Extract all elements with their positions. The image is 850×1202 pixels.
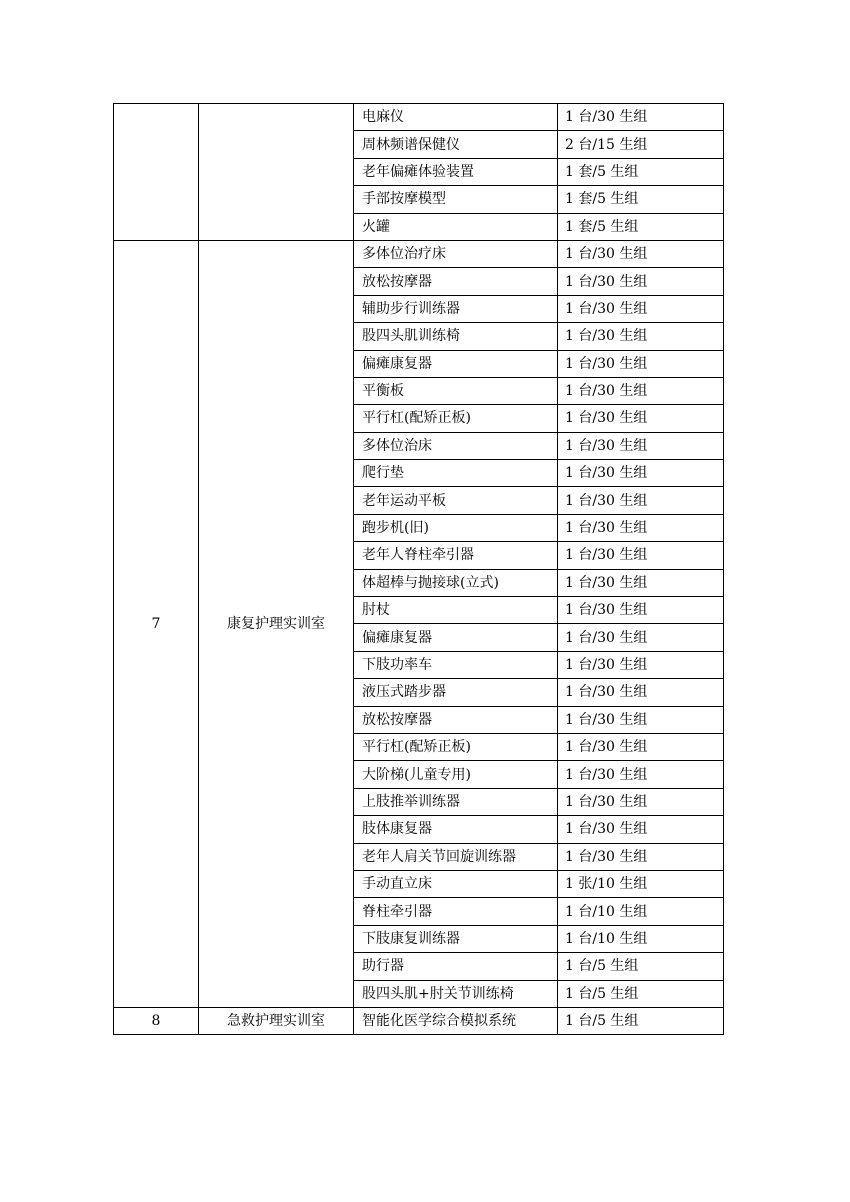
- equipment-name-cell: 下肢功率车: [354, 651, 558, 678]
- equipment-table: [113, 103, 724, 1035]
- equipment-name-cell: 辅助步行训练器: [354, 295, 558, 322]
- equipment-name-cell: 智能化医学综合模拟系统: [354, 1007, 558, 1034]
- equipment-name-cell: 多体位治疗床: [354, 240, 558, 267]
- table-row: [114, 104, 724, 131]
- equipment-name-cell: 放松按摩器: [354, 268, 558, 295]
- equipment-quantity-cell: 1 套/5 生组: [558, 213, 724, 240]
- equipment-name-cell: 跑步机(旧): [354, 514, 558, 541]
- equipment-quantity-cell: 1 台/30 生组: [558, 323, 724, 350]
- equipment-name-cell: 偏瘫康复器: [354, 624, 558, 651]
- equipment-name-cell: 平行杠(配矫正板): [354, 405, 558, 432]
- equipment-quantity-cell: 1 台/30 生组: [558, 405, 724, 432]
- equipment-name-cell: 爬行垫: [354, 460, 558, 487]
- equipment-quantity-cell: 1 台/30 生组: [558, 597, 724, 624]
- equipment-quantity-cell: 1 台/30 生组: [558, 788, 724, 815]
- equipment-name-cell: 周林频谱保健仪: [354, 131, 558, 158]
- equipment-quantity-cell: 1 台/30 生组: [558, 295, 724, 322]
- equipment-quantity-cell: 1 台/30 生组: [558, 569, 724, 596]
- equipment-table-body: [114, 104, 724, 1035]
- equipment-name-cell: 上肢推举训练器: [354, 788, 558, 815]
- equipment-quantity-cell: 1 台/5 生组: [558, 980, 724, 1007]
- equipment-quantity-cell: 2 台/15 生组: [558, 131, 724, 158]
- equipment-name-cell: 肘杖: [354, 597, 558, 624]
- table-row: [114, 1007, 724, 1034]
- equipment-quantity-cell: 1 台/30 生组: [558, 733, 724, 760]
- equipment-quantity-cell: 1 台/30 生组: [558, 843, 724, 870]
- equipment-name-cell: 液压式踏步器: [354, 679, 558, 706]
- equipment-quantity-cell: 1 台/30 生组: [558, 761, 724, 788]
- equipment-name-cell: 老年人脊柱牵引器: [354, 542, 558, 569]
- equipment-name-cell: 老年人肩关节回旋训练器: [354, 843, 558, 870]
- equipment-name-cell: 手部按摩模型: [354, 186, 558, 213]
- equipment-name-cell: 大阶梯(儿童专用): [354, 761, 558, 788]
- room-name-cell: [199, 104, 354, 241]
- room-name-cell: 急救护理实训室: [199, 1007, 354, 1034]
- equipment-quantity-cell: 1 台/30 生组: [558, 104, 724, 131]
- equipment-quantity-cell: 1 台/30 生组: [558, 432, 724, 459]
- equipment-quantity-cell: 1 台/30 生组: [558, 651, 724, 678]
- equipment-quantity-cell: 1 台/30 生组: [558, 240, 724, 267]
- equipment-name-cell: 老年运动平板: [354, 487, 558, 514]
- equipment-quantity-cell: 1 台/30 生组: [558, 268, 724, 295]
- equipment-quantity-cell: 1 台/10 生组: [558, 898, 724, 925]
- room-number-cell: 7: [114, 240, 199, 1007]
- equipment-name-cell: 放松按摩器: [354, 706, 558, 733]
- equipment-quantity-cell: 1 套/5 生组: [558, 158, 724, 185]
- equipment-name-cell: 股四头肌训练椅: [354, 323, 558, 350]
- room-number-cell: 8: [114, 1007, 199, 1034]
- equipment-quantity-cell: 1 台/30 生组: [558, 816, 724, 843]
- equipment-quantity-cell: 1 台/30 生组: [558, 542, 724, 569]
- equipment-name-cell: 股四头肌+肘关节训练椅: [354, 980, 558, 1007]
- equipment-name-cell: 手动直立床: [354, 870, 558, 897]
- equipment-name-cell: 多体位治床: [354, 432, 558, 459]
- equipment-quantity-cell: 1 张/10 生组: [558, 870, 724, 897]
- equipment-name-cell: 下肢康复训练器: [354, 925, 558, 952]
- equipment-quantity-cell: 1 台/5 生组: [558, 953, 724, 980]
- equipment-name-cell: 偏瘫康复器: [354, 350, 558, 377]
- room-name-cell: 康复护理实训室: [199, 240, 354, 1007]
- equipment-name-cell: 平衡板: [354, 377, 558, 404]
- equipment-name-cell: 平行杠(配矫正板): [354, 733, 558, 760]
- equipment-quantity-cell: 1 台/30 生组: [558, 706, 724, 733]
- equipment-quantity-cell: 1 台/30 生组: [558, 679, 724, 706]
- equipment-quantity-cell: 1 套/5 生组: [558, 186, 724, 213]
- equipment-name-cell: 肢体康复器: [354, 816, 558, 843]
- equipment-name-cell: 助行器: [354, 953, 558, 980]
- equipment-quantity-cell: 1 台/10 生组: [558, 925, 724, 952]
- equipment-quantity-cell: 1 台/30 生组: [558, 460, 724, 487]
- table-row: [114, 240, 724, 267]
- equipment-quantity-cell: 1 台/30 生组: [558, 350, 724, 377]
- equipment-name-cell: 电麻仪: [354, 104, 558, 131]
- equipment-quantity-cell: 1 台/30 生组: [558, 514, 724, 541]
- equipment-name-cell: 体超棒与抛接球(立式): [354, 569, 558, 596]
- equipment-quantity-cell: 1 台/5 生组: [558, 1007, 724, 1034]
- equipment-quantity-cell: 1 台/30 生组: [558, 624, 724, 651]
- equipment-quantity-cell: 1 台/30 生组: [558, 487, 724, 514]
- equipment-quantity-cell: 1 台/30 生组: [558, 377, 724, 404]
- equipment-name-cell: 脊柱牵引器: [354, 898, 558, 925]
- equipment-name-cell: 老年偏瘫体验装置: [354, 158, 558, 185]
- room-number-cell: [114, 104, 199, 241]
- equipment-name-cell: 火罐: [354, 213, 558, 240]
